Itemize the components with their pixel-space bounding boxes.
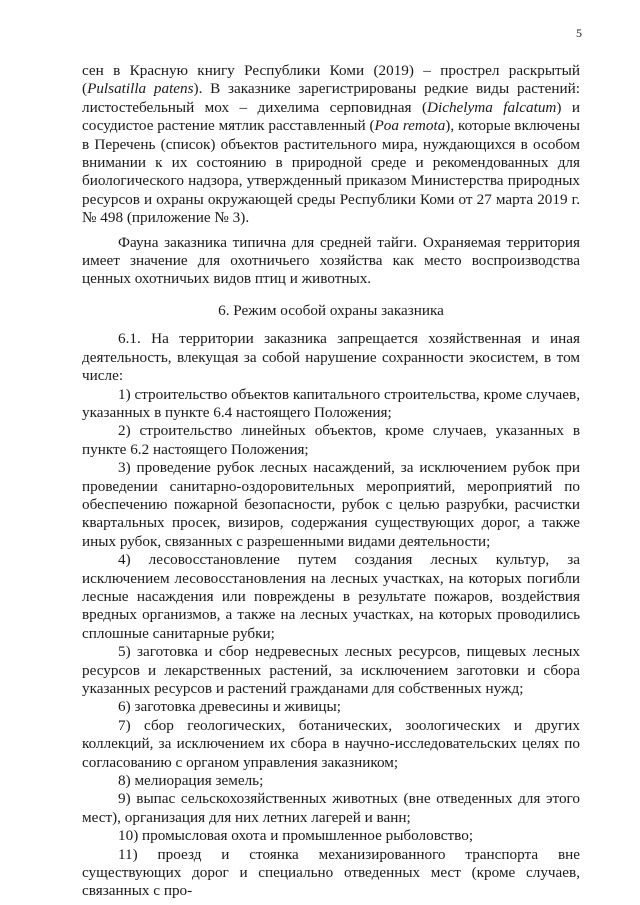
list-item-3: 3) проведение рубок лесных насаждений, за исключением рубок при проведении санитарно-оздоровительных мероприятий, мероприятий по обеспечению пожарной безопасности, рубок с целью разрубки, расчистки квартальных просек, визиров, содержания существующих дорог, а также иных рубок, связанных с разрешенными видами деятельности; <box>82 459 580 550</box>
list-item-11: 11) проезд и стоянка механизированного транспорта вне существующих дорог и специально отведенных мест (кроме случаев, связанных с про- <box>82 845 580 900</box>
species-latin-name: Poa remota <box>374 117 446 135</box>
document-body <box>82 62 580 901</box>
list-item-1: 1) строительство объектов капитального строительства, кроме случаев, указанных в пункте 6.4 настоящего Положения; <box>82 385 580 421</box>
section-intro: 6.1. На территории заказника запрещается хозяйственная и иная деятельность, влекущая за собой нарушение сохранности экосистем, в том числе: <box>82 330 580 385</box>
list-item-5: 5) заготовка и сбор недревесных лесных ресурсов, пищевых лесных ресурсов и лекарственных растений, за исключением заготовки и сбора указанных ресурсов и растений гражданами для собственных нужд; <box>82 643 580 697</box>
list-item-4: 4) лесовосстановление путем создания лесных культур, за исключением лесовосстановления на лесных участках, на которых погибли лесные насаждения или повреждены в результате пожаров, воздействия вредных организмов, а также на лесных участках, на которых проводились сплошные санитарные рубки; <box>82 551 580 642</box>
paragraph-rare-species: сен в Красную книгу Республики Коми (2019) – прострел раскрытый (Pulsatilla patens). В заказнике зарегистрированы редкие виды растений: листостебельный мох – дихелима серповидная (Dichelyma falcatum) и сосудистое растение мятлик расставленный (Poa remota), которые включены в Перечень (список) объектов растительного мира, нуждающихся в особом внимании к их состоянию в природной среде и рекомендованных для биологического надзора, утвержденный приказом Министерства природных ресурсов и охраны окружающей среды Республики Коми от 27 марта 2019 г. № 498 (приложение № 3). <box>82 62 581 227</box>
paragraph-fauna: Фауна заказника типична для средней тайги. Охраняемая территория имеет значение для охотничьего хозяйства как место воспроизводства ценных охотничьих видов птиц и животных. <box>82 233 580 288</box>
list-item-10: 10) промысловая охота и промышленное рыболовство; <box>118 827 474 845</box>
list-item-7: 7) сбор геологических, ботанических, зоологических и других коллекций, за исключением их сбора в научно-исследовательских целях по согласованию с органом управления заказником; <box>82 716 580 771</box>
species-latin-name: Pulsatilla patens <box>87 80 194 98</box>
list-item-2: 2) строительство линейных объектов, кроме случаев, указанных в пункте 6.2 настоящего Положения; <box>82 422 580 458</box>
list-item-8: 8) мелиорация земель; <box>118 772 264 790</box>
page-number: 5 <box>576 26 582 40</box>
list-item-9: 9) выпас сельскохозяйственных животных (вне отведенных для этого мест), организация для них летних лагерей и ванн; <box>82 790 580 826</box>
section-heading: 6. Режим особой охраны заказника <box>218 301 444 319</box>
list-item-6: 6) заготовка древесины и живицы; <box>118 698 341 716</box>
species-latin-name: Dichelyma falcatum <box>427 98 557 116</box>
